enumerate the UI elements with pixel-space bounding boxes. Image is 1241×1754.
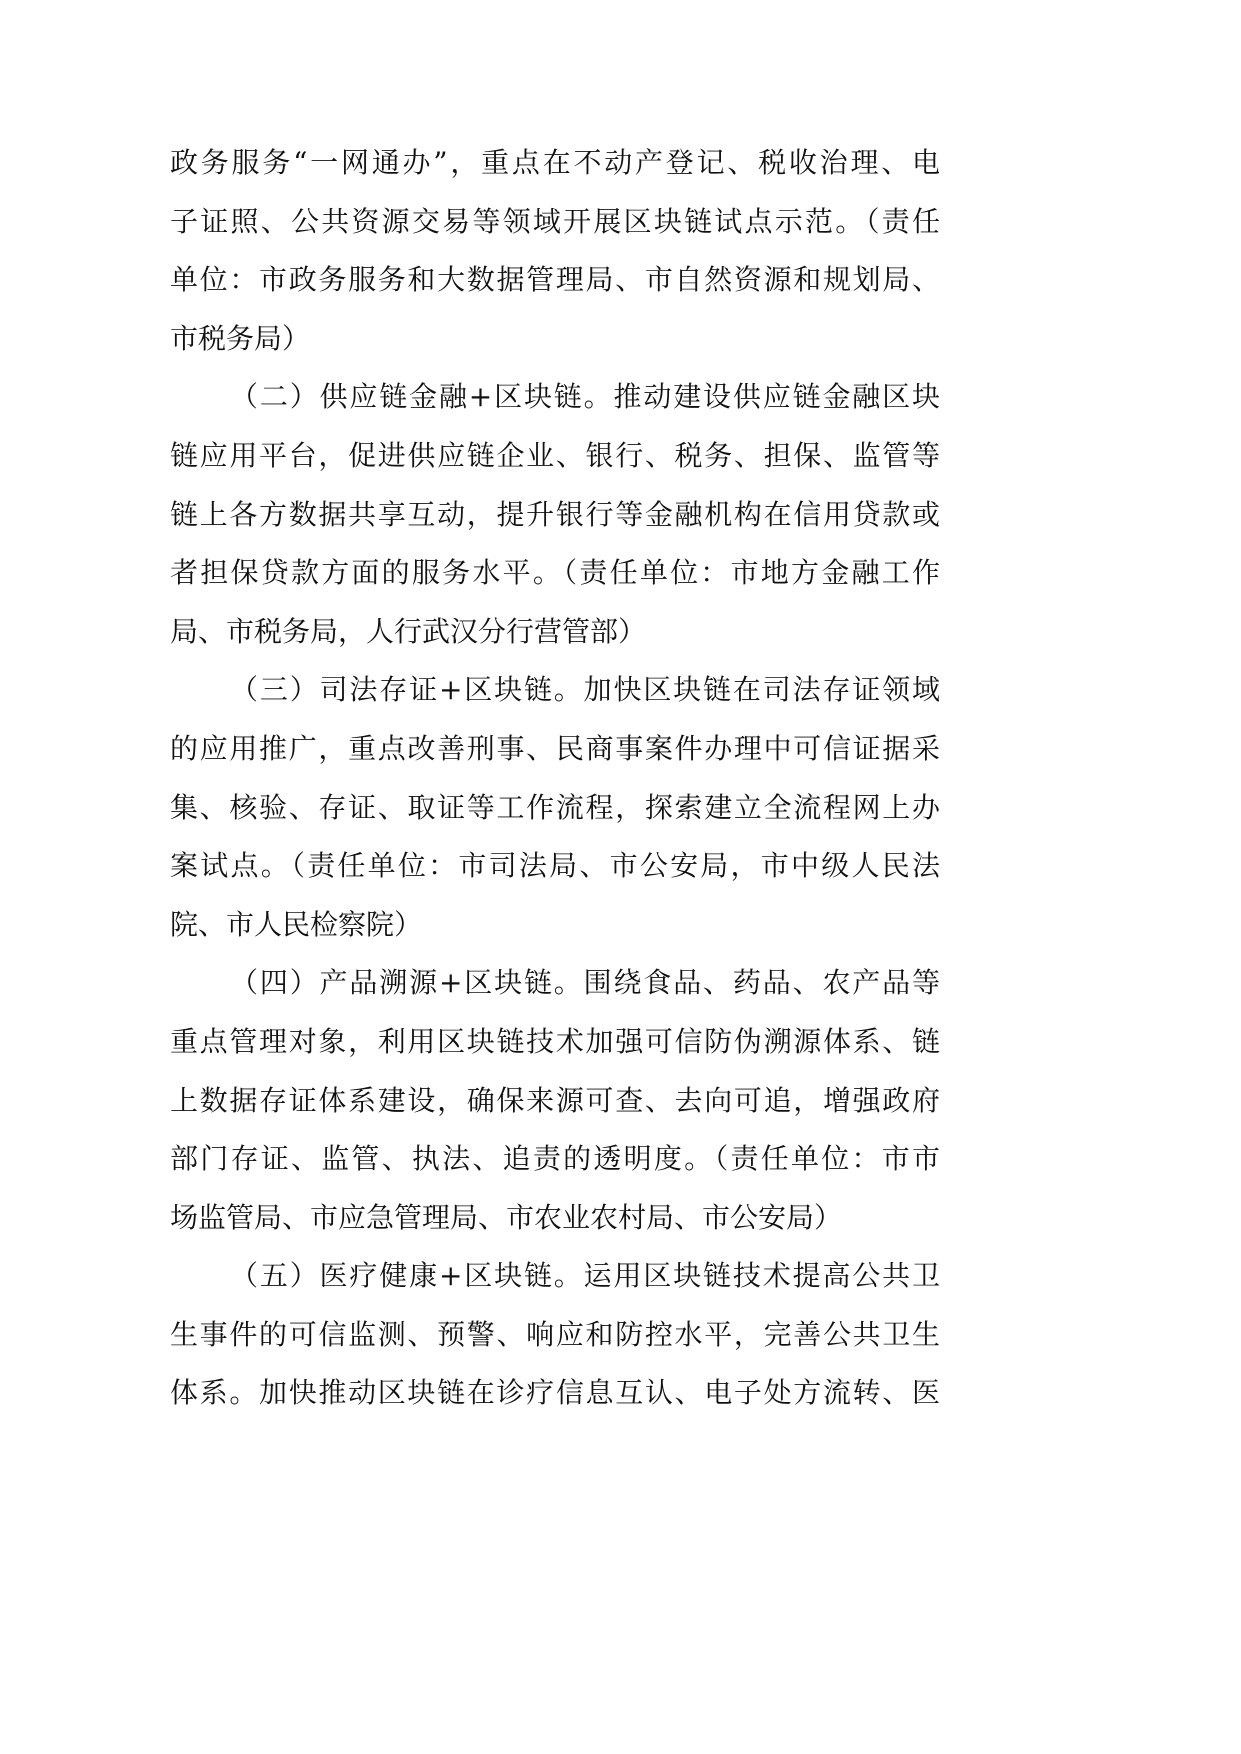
text-line: （五）医疗健康+区块链。运用区块链技术提高公共卫 [230,1259,940,1293]
text-line: 重点管理对象，利用区块链技术加强可信防伪溯源体系、链 [170,1024,940,1058]
text-line: 生事件的可信监测、预警、响应和防控水平，完善公共卫生 [170,1317,940,1351]
paragraph-product-traceability [170,954,940,1247]
paragraph-judicial-evidence [170,661,940,954]
text-line: 子证照、公共资源交易等领域开展区块链试点示范。（责任 [170,204,940,238]
text-line: 的应用推广，重点改善刑事、民商事案件办理中可信证据采 [170,731,940,765]
text-line: （四）产品溯源+区块链。围绕食品、药品、农产品等 [230,966,940,1000]
text-line: 场监管局、市应急管理局、市农业农村局、市公安局） [170,1200,843,1234]
paragraph-continued-egov [170,134,940,368]
text-line: 体系。加快推动区块链在诊疗信息互认、电子处方流转、医 [170,1376,940,1410]
text-line: 链上各方数据共享互动，提升银行等金融机构在信用贷款或 [170,497,940,531]
text-line: （二）供应链金融+区块链。推动建设供应链金融区块 [230,380,940,414]
text-line: （三）司法存证+区块链。加快区块链在司法存证领域 [230,673,940,707]
text-line: 院、市人民检察院） [170,907,423,941]
text-line: 上数据存证体系建设，确保来源可查、去向可追，增强政府 [170,1083,940,1117]
text-line: 市税务局） [170,321,311,355]
text-line: 者担保贷款方面的服务水平。（责任单位：市地方金融工作 [170,556,940,590]
text-line: 链应用平台，促进供应链企业、银行、税务、担保、监管等 [170,438,940,472]
text-line: 政务服务“一网通办”，重点在不动产登记、税收治理、电 [170,146,940,179]
paragraph-medical-health [170,1247,940,1423]
document-page [170,134,940,1423]
text-line: 单位：市政务服务和大数据管理局、市自然资源和规划局、 [170,263,940,297]
paragraph-supply-chain-finance [170,368,940,661]
text-line: 案试点。（责任单位：市司法局、市公安局，市中级人民法 [170,849,940,883]
text-line: 集、核验、存证、取证等工作流程，探索建立全流程网上办 [170,790,940,824]
text-line: 部门存证、监管、执法、追责的透明度。（责任单位：市市 [170,1142,940,1176]
text-line: 局、市税务局，人行武汉分行营管部） [170,614,647,648]
